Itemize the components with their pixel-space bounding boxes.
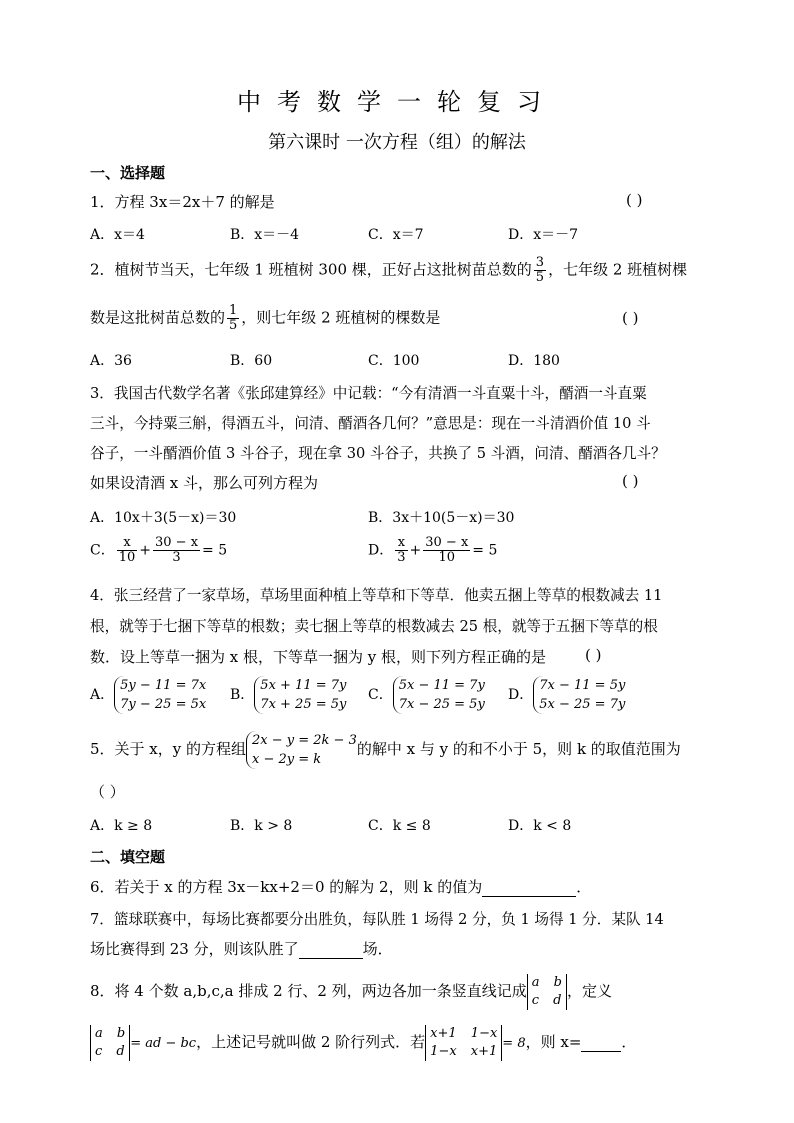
q2-option-a: A．36	[90, 353, 132, 369]
q3-c-frac2-num: 30 − x	[155, 535, 199, 550]
question-4-line-2: 根，就等于七捆下等草的根数；卖七捆上等草的根数减去 25 根，就等于五捆下等草的根	[90, 618, 658, 635]
question-2-line-2	[90, 304, 440, 333]
q3-option-b: B．3x＋10(5－x)＝30	[368, 510, 515, 526]
q4-b-eq2: 7x + 25 = 5y	[260, 697, 347, 712]
answer-paren-q1: ( )	[626, 191, 643, 209]
q5-system	[246, 731, 357, 769]
q4-option-b	[230, 676, 346, 714]
answer-paren-q4: ( )	[585, 646, 602, 664]
q6-end: ．	[576, 878, 592, 896]
q3-d-frac1-num: x	[395, 536, 407, 551]
question-3-line-4: 如果设清酒 x 斗，那么可列方程为	[90, 474, 318, 492]
q8-end: ．	[621, 1033, 637, 1051]
q2-stem-d: ，则七年级 2 班植树的棵数是	[241, 308, 441, 327]
q8-stem-b: ，定义	[566, 982, 612, 1000]
page-title: 中考数学一轮复习	[237, 88, 557, 116]
q5-option-c: C．k ≤ 8	[368, 818, 431, 834]
q8-definition: = ad − bc	[130, 1036, 197, 1051]
q2-frac2-num: 1	[229, 303, 238, 318]
q6-stem: 6．若关于 x 的方程 3x－kx+2＝0 的解为 2，则 k 的值为	[90, 878, 483, 896]
question-3-line-2: 三斗，今持粟三斛，得酒五斗，问清、醑酒各几何？”意思是：现在一斗清酒价值 10 斗	[90, 415, 651, 432]
q3-d-frac2-num: 30 − x	[425, 535, 469, 550]
q2-stem-a: 2．植树节当天，七年级 1 班植树 300 棵，正好占这批树苗总数的	[90, 260, 532, 279]
q4-option-a-label: A．	[90, 687, 115, 703]
q2-stem-b: ，七年级 2 班植树棵	[548, 260, 688, 279]
q2-frac1-num: 3	[535, 255, 545, 270]
q2-frac1-den: 5	[535, 270, 545, 285]
q2-option-b: B．60	[230, 353, 273, 369]
q4-d-system	[533, 676, 625, 714]
q6-answer-blank[interactable]	[482, 878, 576, 897]
q2-fraction-1	[534, 256, 546, 285]
q2-stem-c: 数是这批树苗总数的	[90, 308, 226, 327]
q4-b-eq1: 5x + 11 = 7y	[260, 678, 347, 693]
q5-eq1: 2x − y = 2k − 3	[252, 733, 357, 748]
page-subtitle: 第六课时 一次方程（组）的解法	[268, 132, 526, 153]
q7-answer-blank[interactable]	[299, 940, 363, 959]
q5-eq2: x − 2y = k	[252, 752, 322, 767]
section-heading-choice: 一、选择题	[90, 164, 166, 182]
q3-c-frac1-den: 10	[118, 550, 136, 565]
answer-paren-q2: ( )	[622, 309, 639, 327]
q3-d-plus: +	[409, 542, 422, 559]
question-6	[90, 876, 591, 897]
q4-d-eq1: 7x − 11 = 5y	[539, 678, 626, 693]
q8-determinant-2	[90, 1025, 130, 1061]
q5-option-a: A．k ≥ 8	[90, 818, 153, 834]
q4-option-c-label: C．	[368, 687, 393, 703]
q3-option-c-label: C．	[90, 542, 115, 559]
q8-det3-row2: 1−x x+1	[430, 1044, 498, 1059]
q8-det1-row2: c d	[531, 993, 562, 1008]
q4-option-a	[90, 676, 206, 714]
q4-c-eq2: 7x − 25 = 5y	[398, 697, 485, 712]
q3-d-frac-1	[395, 536, 407, 565]
q3-d-frac1-den: 3	[397, 550, 406, 565]
q1-option-b: B．x＝－4	[230, 227, 300, 243]
question-4-line-3: 数．设上等草一捆为 x 根，下等草一捆为 y 根，则下列方程正确的是	[90, 648, 547, 666]
q1-option-c: C．x＝7	[368, 227, 424, 243]
q8-det2-row2: c d	[95, 1044, 125, 1059]
q5-stem-a: 5．关于 x，y 的方程组	[90, 740, 247, 758]
q3-c-frac-2	[153, 536, 200, 565]
q8-det1-row1: a b	[531, 975, 562, 990]
q8-stem-d: ，则 x=	[525, 1033, 582, 1051]
q2-frac2-den: 5	[229, 318, 238, 333]
q8-answer-blank[interactable]	[581, 1033, 621, 1052]
q5-option-d: D．k < 8	[508, 818, 572, 834]
q4-c-system	[393, 676, 485, 714]
section-heading-fill: 二、填空题	[90, 848, 166, 866]
q1-option-a: A．x＝4	[90, 227, 145, 243]
q7-stem-b: 场．	[362, 940, 393, 958]
q4-a-system	[114, 676, 206, 714]
q8-det3-row1: x+1 1−x	[430, 1026, 498, 1041]
q3-c-frac-1	[117, 536, 138, 565]
q4-a-eq1: 5y − 11 = 7x	[120, 678, 207, 693]
q3-option-d-label: D．	[368, 542, 394, 559]
q3-d-frac2-den: 10	[438, 550, 456, 565]
q3-option-d	[368, 536, 497, 565]
q8-stem-c: ，上述记号就叫做 2 阶行列式．若	[196, 1033, 426, 1051]
question-8-line-2	[90, 1025, 636, 1061]
q4-c-eq1: 5x − 11 = 7y	[398, 678, 485, 693]
answer-paren-q5: （ ）	[90, 783, 125, 801]
question-7-line-2	[90, 938, 393, 959]
q4-option-b-label: B．	[230, 687, 255, 703]
q2-fraction-2	[227, 304, 239, 333]
q4-option-c	[368, 676, 485, 714]
q3-option-a: A．10x＋3(5－x)＝30	[90, 510, 237, 526]
q5-stem-b: 的解中 x 与 y 的和不小于 5，则 k 的取值范围为	[356, 740, 681, 758]
q3-c-plus: +	[139, 542, 151, 559]
question-3-line-1: 3．我国古代数学名著《张邱建算经》中记载：“今有清酒一斗直粟十斗，醑酒一斗直粟	[90, 385, 647, 402]
q3-option-c	[90, 536, 227, 565]
q3-c-frac1-num: x	[117, 536, 138, 551]
question-1-stem: 1．方程 3x＝2x＋7 的解是	[90, 193, 275, 211]
question-4-line-1: 4．张三经营了一家草场，草场里面种植上等草和下等草．他卖五捆上等草的根数减去 11	[90, 587, 663, 604]
q4-a-eq2: 7y − 25 = 5x	[120, 697, 207, 712]
q8-equals-eight: = 8	[502, 1036, 526, 1051]
q2-option-d: D．180	[508, 353, 560, 369]
q8-determinant-3	[425, 1025, 502, 1061]
q3-c-frac2-den: 3	[172, 550, 181, 565]
q8-stem-a: 8．将 4 个数 a,b,c,a 排成 2 行、2 列，两边各加一条竖直线记成	[90, 982, 527, 1000]
q8-determinant-1	[527, 974, 567, 1010]
q4-option-d	[508, 676, 625, 714]
q4-d-eq2: 5x − 25 = 7y	[539, 697, 626, 712]
answer-paren-q3: ( )	[622, 472, 639, 490]
q7-stem-a: 场比赛得到 23 分，则该队胜了	[90, 940, 299, 958]
question-2-line-1	[90, 256, 687, 285]
q1-option-d: D．x＝－7	[508, 227, 579, 243]
q4-option-d-label: D．	[508, 687, 534, 703]
q3-d-frac-2	[423, 536, 470, 565]
q2-option-c: C．100	[368, 353, 420, 369]
q3-d-eq: = 5	[472, 542, 498, 559]
q4-b-system	[254, 676, 346, 714]
question-5-stem	[90, 731, 681, 769]
q8-det2-row1: a b	[95, 1026, 126, 1041]
question-8-line-1	[90, 974, 612, 1010]
question-3-line-3: 谷子，一斗醑酒价值 3 斗谷子，现在拿 30 斗谷子，共换了 5 斗酒，问清、醑酒各几斗？	[90, 445, 666, 462]
q3-c-eq: = 5	[202, 542, 228, 559]
question-7-line-1: 7．篮球联赛中，每场比赛都要分出胜负，每队胜 1 场得 2 分，负 1 场得 1 分．某队 14	[90, 911, 664, 928]
q5-option-b: B．k > 8	[230, 818, 293, 834]
